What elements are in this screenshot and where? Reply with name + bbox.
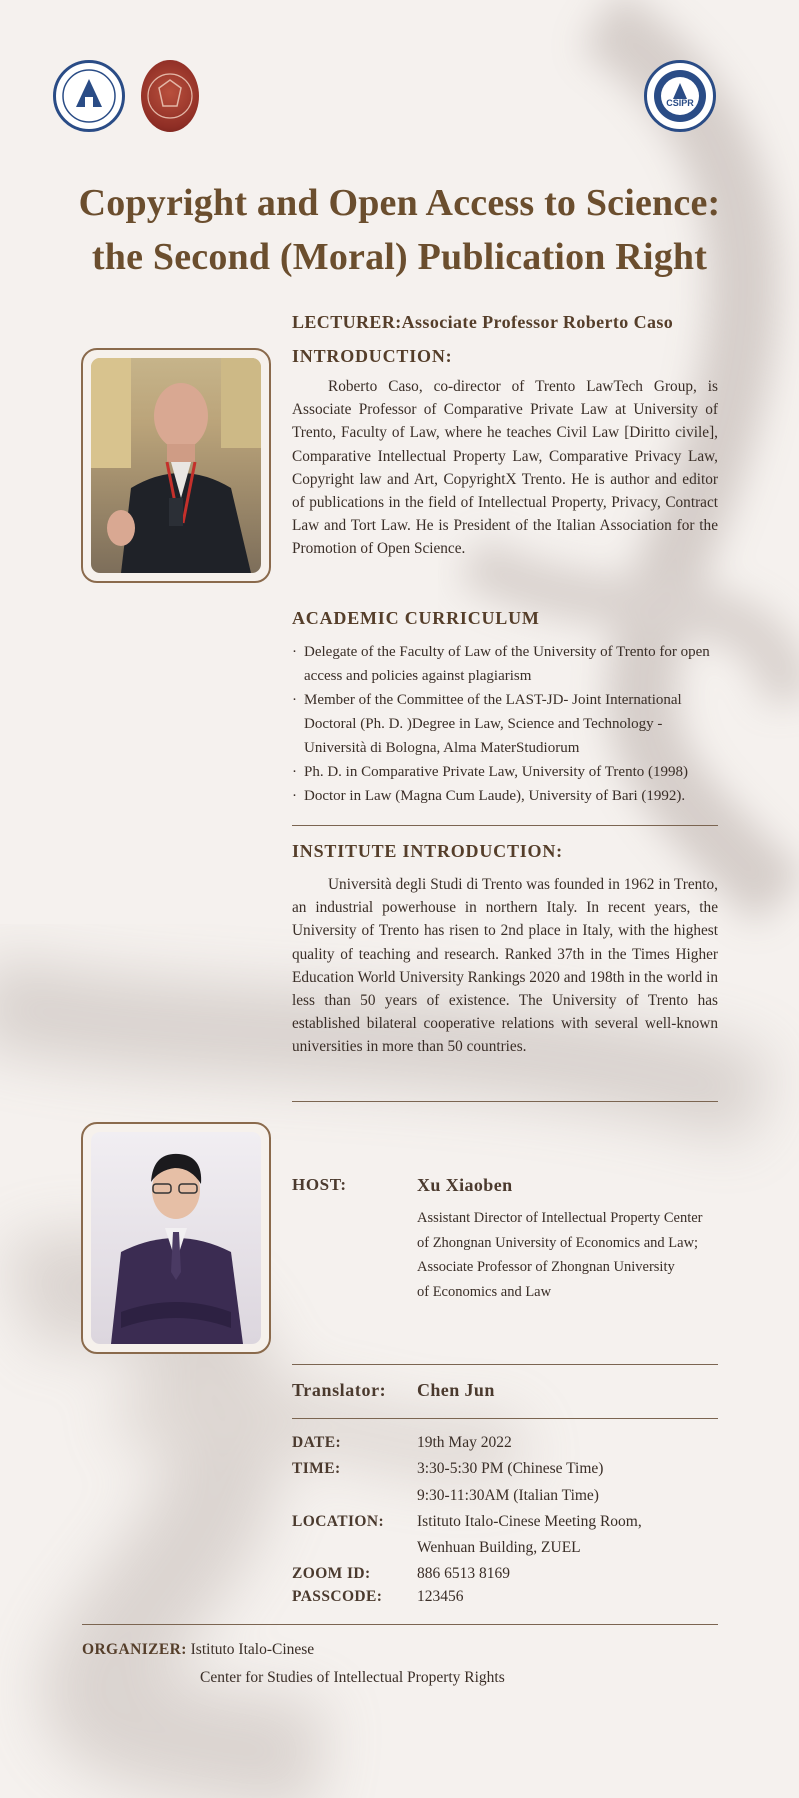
location-label: LOCATION: <box>292 1513 385 1530</box>
translator-label: Translator: <box>292 1380 387 1400</box>
page-title <box>40 176 759 284</box>
host-photo <box>91 1132 261 1344</box>
host-photo-frame <box>81 1122 271 1354</box>
lecturer-photo-frame <box>81 348 271 583</box>
trento-logo <box>141 60 199 132</box>
zuel-logo <box>53 60 125 132</box>
location-line-2: Wenhuan Building, ZUEL <box>417 1539 581 1556</box>
introduction-text: Roberto Caso, co-director of Trento LawTech Group, is Associate Professor of Comparative Private Law at University of Trento, Faculty of Law, where he teaches Civil Law [Diritto civile], Comparative Intellectual Property Law, Comparative Privacy Law, Copyright law and Art, CopyrightX Trento. He is author and editor of publications in the field of Intellectual Property, Privacy, Contract Law and Tort Law. He is President of the Italian Association for the Promotion of Open Science. <box>292 378 718 558</box>
curriculum-item: · Ph. D. in Comparative Private Law, University of Trento (1998) <box>292 760 722 784</box>
host-desc-line: of Zhongnan University of Economics and Law; <box>417 1234 699 1251</box>
host-description <box>417 1206 727 1304</box>
csipr-logo <box>644 60 716 132</box>
host-label: HOST: <box>292 1175 347 1194</box>
lecturer-line <box>292 312 673 333</box>
divider <box>292 1418 718 1419</box>
passcode-label: PASSCODE: <box>292 1588 383 1605</box>
divider <box>292 1364 718 1365</box>
divider <box>292 1101 718 1102</box>
zoom-id: 886 6513 8169 <box>417 1565 510 1582</box>
lecturer-label: LECTURER: <box>292 312 402 332</box>
time-value-italian: 9:30-11:30AM (Italian Time) <box>417 1487 599 1504</box>
organizer-label: ORGANIZER: <box>82 1641 187 1658</box>
curriculum-item: · Doctor in Law (Magna Cum Laude), University of Bari (1992). <box>292 784 722 808</box>
zoom-label: ZOOM ID: <box>292 1565 371 1582</box>
title-line-2: the Second (Moral) Publication Right <box>91 236 708 278</box>
institute-text: Università degli Studi di Trento was founded in 1962 in Trento, an industrial powerhouse in northern Italy. In recent years, the University of Trento has risen to 2nd place in Italy, with the highest quality of teaching and research. Ranked 37th in the Times Higher Education World University Rankings 2020 and 198th in the world in less than 50 years of existence. The University of Trento has established bilateral cooperative relations with several well-known universities in more than 50 countries. <box>292 876 718 1056</box>
lecturer-name: Associate Professor Roberto Caso <box>401 312 674 332</box>
curriculum-list <box>292 640 722 808</box>
institute-heading: INSTITUTE INTRODUCTION: <box>292 841 563 861</box>
host-desc-line: of Economics and Law <box>417 1283 552 1300</box>
host-name: Xu Xiaoben <box>417 1175 513 1195</box>
curriculum-heading: ACADEMIC CURRICULUM <box>292 608 540 628</box>
date-value: 19th May 2022 <box>417 1434 512 1451</box>
curriculum-item: · Member of the Committee of the LAST-JD- Joint International Doctoral (Ph. D. )Degree in Law, Science and Technology - Università di Bologna, Alma MaterStudiorum <box>292 688 722 760</box>
divider <box>292 825 718 826</box>
host-desc-line: Assistant Director of Intellectual Property Center <box>417 1210 703 1226</box>
organizer-line <box>82 1641 314 1659</box>
title-line-1: Copyright and Open Access to Science: <box>78 182 721 224</box>
organizer-name-1: Istituto Italo-Cinese <box>190 1641 315 1658</box>
divider <box>82 1624 718 1625</box>
lecturer-photo <box>91 358 261 573</box>
date-label: DATE: <box>292 1434 342 1451</box>
curriculum-item: · Delegate of the Faculty of Law of the University of Trento for open access and policies against plagiarism <box>292 640 722 688</box>
time-label: TIME: <box>292 1460 341 1477</box>
passcode-value: 123456 <box>417 1588 464 1605</box>
organizer-name-2: Center for Studies of Intellectual Property Rights <box>200 1669 505 1686</box>
time-value-chinese: 3:30-5:30 PM (Chinese Time) <box>417 1460 604 1477</box>
translator-name: Chen Jun <box>417 1380 495 1400</box>
location-line-1: Istituto Italo-Cinese Meeting Room, <box>417 1513 642 1530</box>
svg-text:CSIPR: CSIPR <box>666 98 694 108</box>
introduction-heading: INTRODUCTION: <box>292 346 453 366</box>
host-desc-line: Associate Professor of Zhongnan University <box>417 1259 675 1275</box>
